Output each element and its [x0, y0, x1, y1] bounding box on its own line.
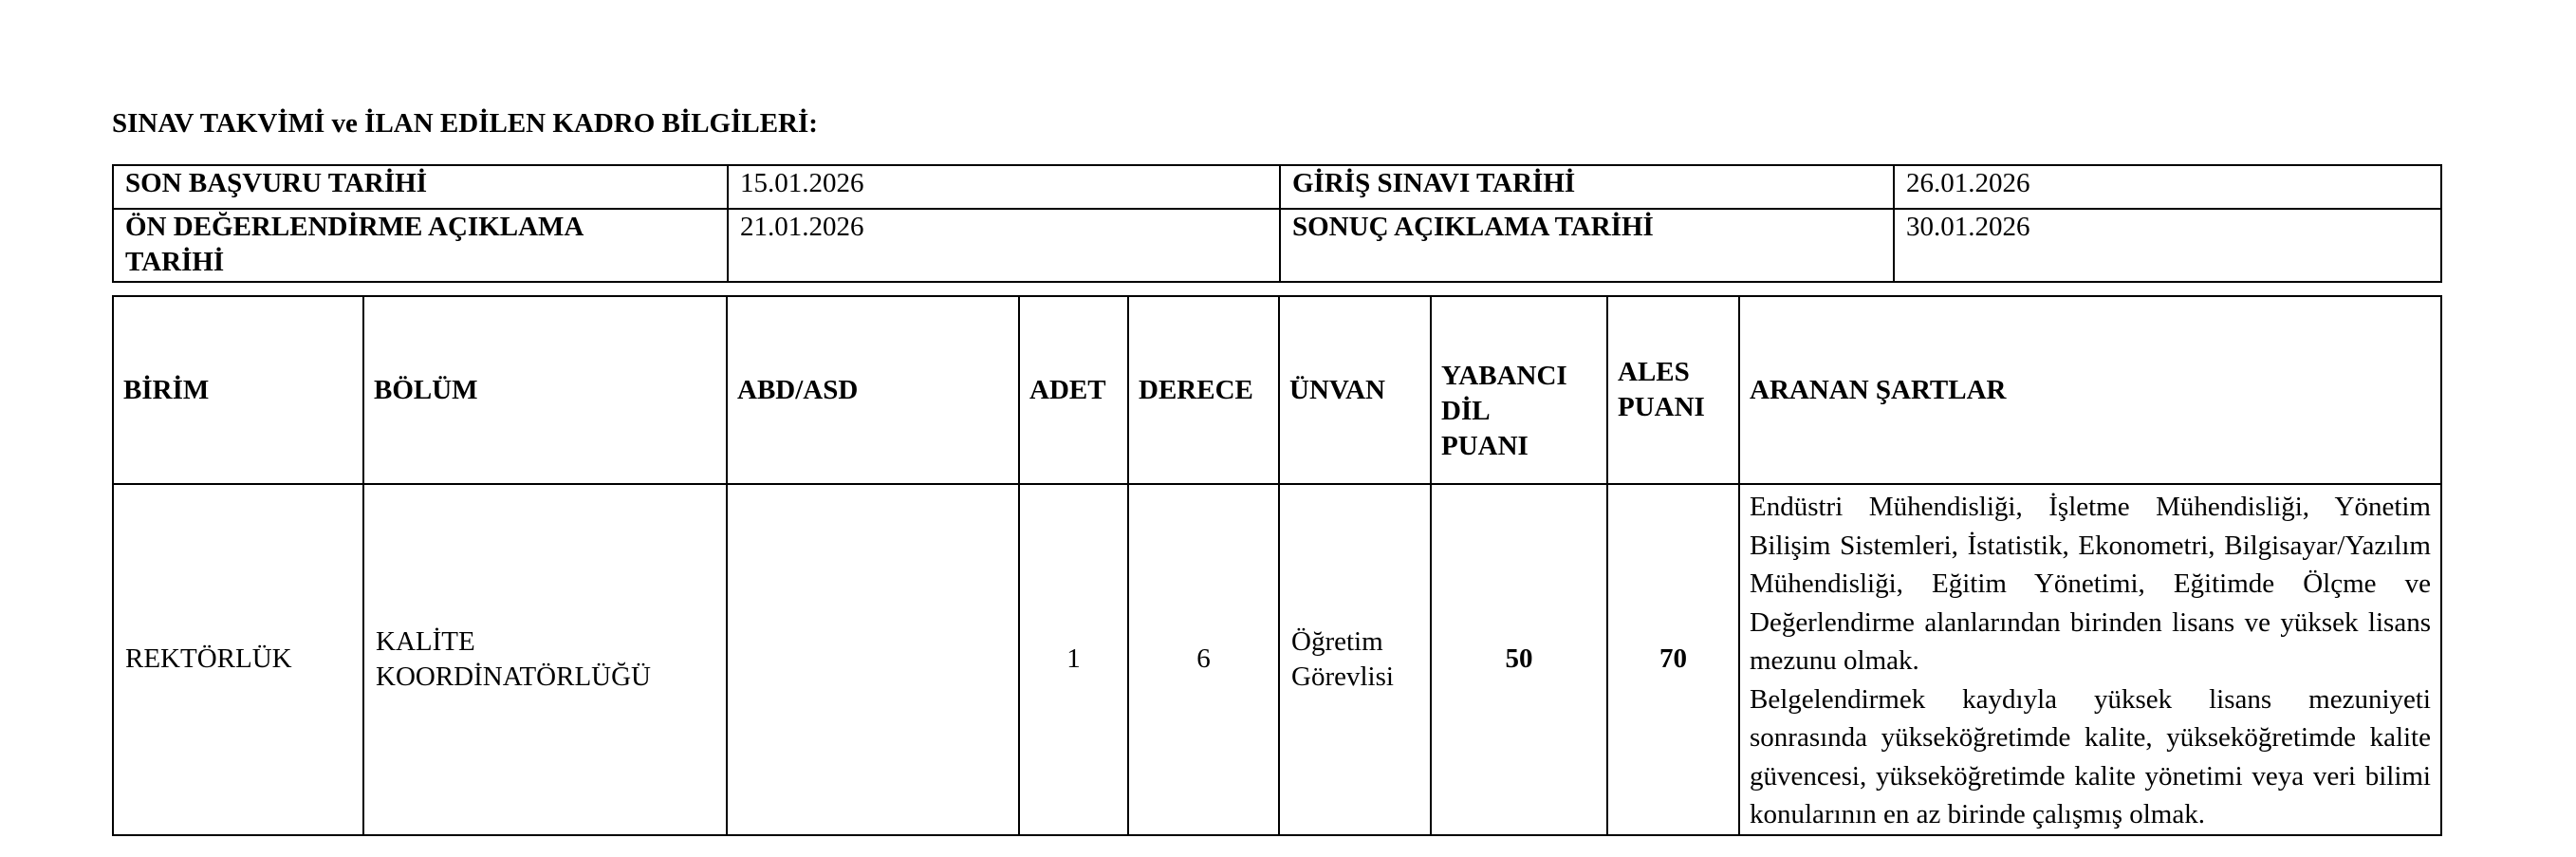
document-title: SINAV TAKVİMİ ve İLAN EDİLEN KADRO BİLGİLERİ:	[112, 108, 818, 139]
header-abd-asd: ABD/ASD	[727, 296, 1019, 484]
cell-abd-asd	[727, 484, 1019, 835]
schedule-row	[113, 165, 2441, 209]
cell-birim: REKTÖRLÜK	[113, 484, 363, 835]
cell-yabanci-dil: 50	[1431, 484, 1607, 835]
cell-derece: 6	[1128, 484, 1279, 835]
requirement-paragraph-2: Belgelendirmek kaydıyla yüksek lisans mezuniyeti sonrasında yükseköğretimde kalite, yükseköğretimde kalite güvencesi, yükseköğretimde kalite yönetimi veya veri bilimi konularının en az birinde çalışmış olmak.	[1750, 683, 2431, 829]
header-ales	[1607, 296, 1739, 484]
header-yabanci-dil-line-3: PUANI	[1441, 430, 1529, 461]
cell-unvan-line-2: Görevlisi	[1291, 661, 1394, 692]
header-birim: BİRİM	[113, 296, 363, 484]
header-aranan-sartlar: ARANAN ŞARTLAR	[1739, 296, 2441, 484]
on-degerlendirme-label	[113, 209, 728, 282]
schedule-table	[112, 164, 2442, 283]
cell-bolum	[363, 484, 727, 835]
header-row	[113, 296, 2441, 484]
giris-sinavi-value: 26.01.2026	[1894, 165, 2441, 209]
cell-aranan-sartlar	[1739, 484, 2441, 835]
header-ales-line-2: PUANI	[1618, 392, 1705, 422]
cell-bolum-line-1: KALİTE	[376, 625, 475, 657]
header-bolum: BÖLÜM	[363, 296, 727, 484]
schedule-row	[113, 209, 2441, 282]
header-yabanci-dil-line-2: DİL	[1441, 395, 1491, 426]
son-basvuru-label: SON BAŞVURU TARİHİ	[113, 165, 728, 209]
header-adet: ADET	[1019, 296, 1128, 484]
son-basvuru-value: 15.01.2026	[728, 165, 1280, 209]
cell-unvan	[1279, 484, 1431, 835]
cell-unvan-line-1: Öğretim	[1291, 625, 1383, 657]
header-yabanci-dil-line-1: YABANCI	[1441, 360, 1567, 391]
header-unvan: ÜNVAN	[1279, 296, 1431, 484]
giris-sinavi-label: GİRİŞ SINAVI TARİHİ	[1280, 165, 1894, 209]
sonuc-value: 30.01.2026	[1894, 209, 2441, 282]
positions-table	[112, 295, 2442, 836]
on-degerlendirme-value: 21.01.2026	[728, 209, 1280, 282]
cell-ales: 70	[1607, 484, 1739, 835]
requirement-paragraph-1: Endüstri Mühendisliği, İşletme Mühendisliği, Yönetim Bilişim Sistemleri, İstatistik, Ekonometri, Bilgisayar/Yazılım Mühendisliği, Eğitim Yönetimi, Eğitimde Ölçme ve Değerlendirme alanlarından birinden lisans ve yüksek lisans mezunu olmak.	[1750, 492, 2431, 676]
table-row	[113, 484, 2441, 835]
on-degerlendirme-label-line-2: TARİHİ	[125, 247, 225, 277]
header-yabanci-dil	[1431, 296, 1607, 484]
sonuc-label: SONUÇ AÇIKLAMA TARİHİ	[1280, 209, 1894, 282]
cell-adet: 1	[1019, 484, 1128, 835]
header-ales-line-1: ALES	[1618, 357, 1690, 387]
header-derece: DERECE	[1128, 296, 1279, 484]
on-degerlendirme-label-line-1: ÖN DEĞERLENDİRME AÇIKLAMA	[125, 212, 584, 242]
cell-bolum-line-2: KOORDİNATÖRLÜĞÜ	[376, 661, 651, 692]
